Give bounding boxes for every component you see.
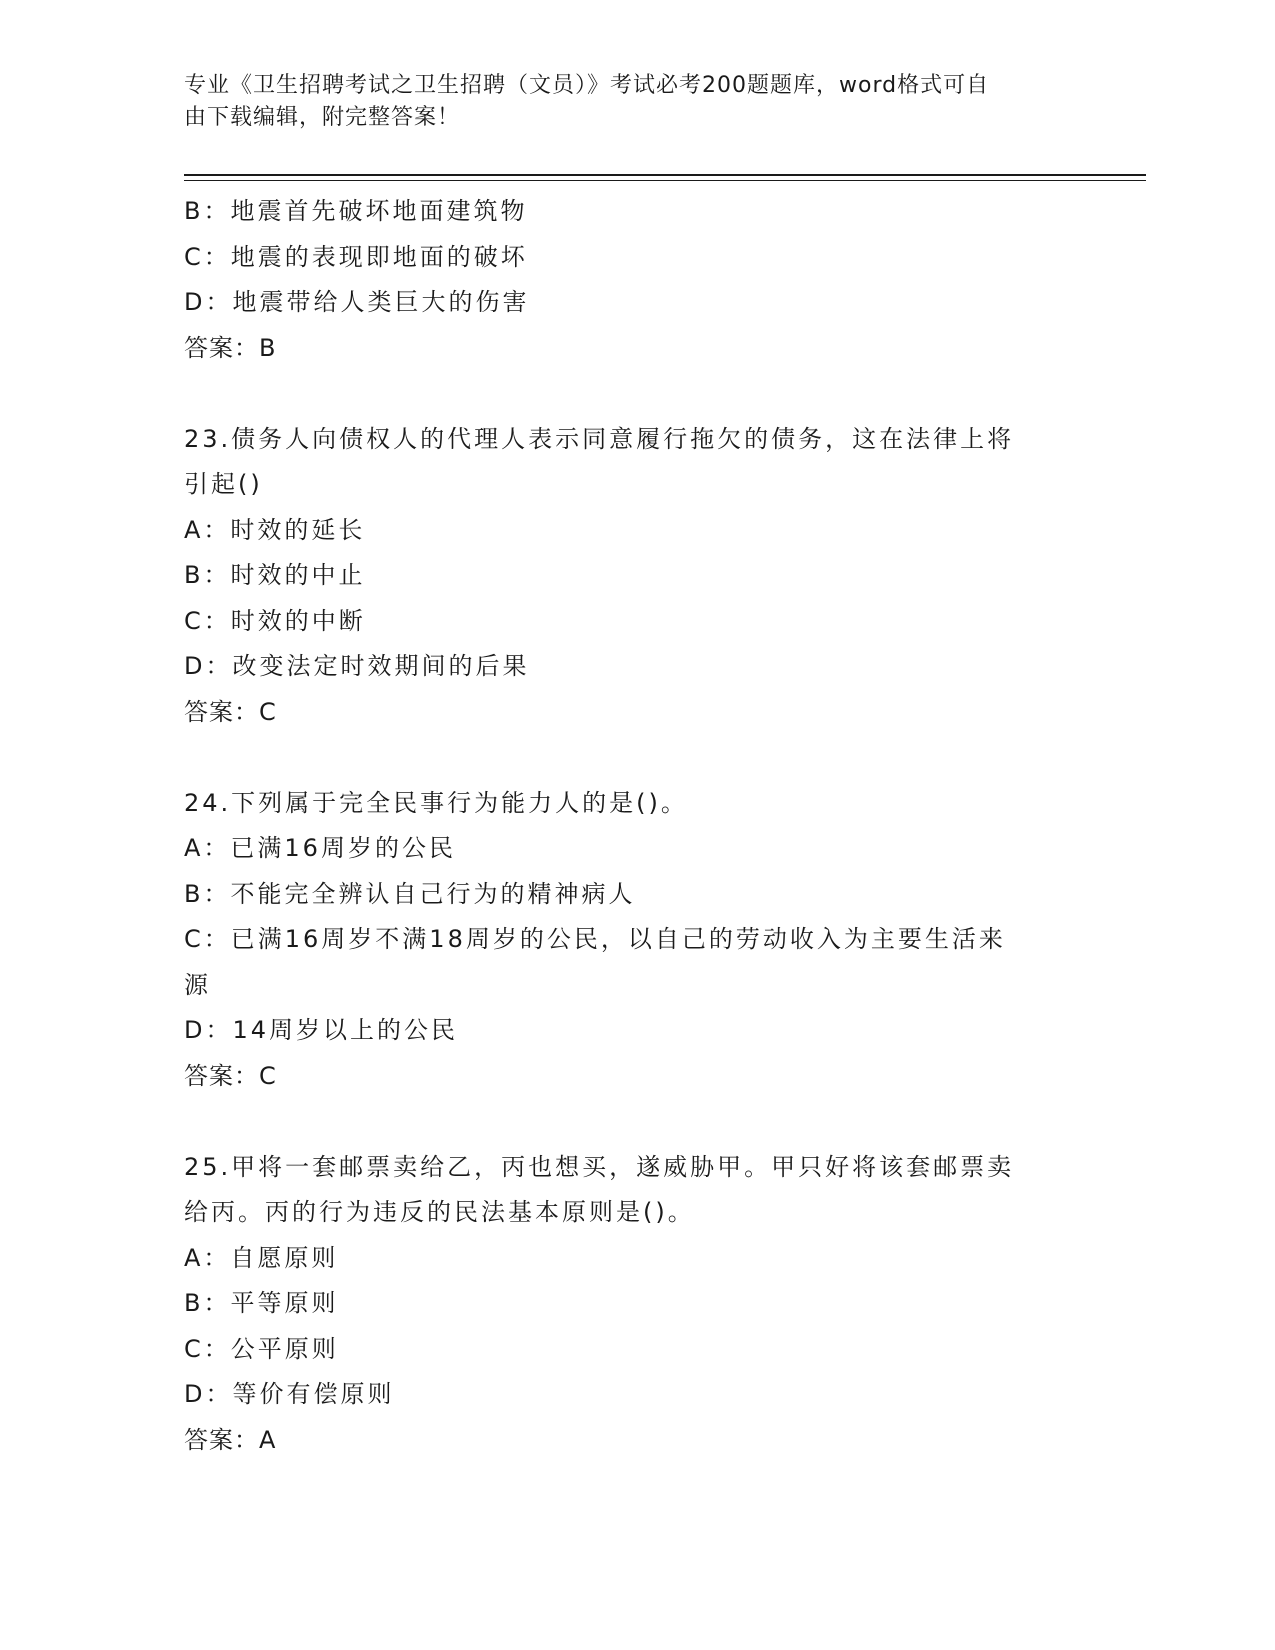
question-25-option-d: D：等价有偿原则 bbox=[184, 1380, 395, 1408]
question-25-option-c: C：公平原则 bbox=[184, 1334, 339, 1363]
header-divider-thin bbox=[184, 180, 1146, 181]
question-23-stem-line-2: 引起() bbox=[184, 470, 263, 498]
question-24-stem-line-1: 24.下列属于完全民事行为能力人的是()。 bbox=[184, 788, 688, 817]
question-gap bbox=[184, 735, 1064, 781]
question-23-answer: 答案：C bbox=[184, 697, 277, 726]
question-25 bbox=[184, 1145, 1064, 1464]
question-24 bbox=[184, 781, 1064, 1100]
question-24-option-c-line-1: C：已满16周岁不满18周岁的公民，以自己的劳动收入为主要生活来 bbox=[184, 925, 1006, 953]
question-25-stem-line-2: 给丙。丙的行为违反的民法基本原则是()。 bbox=[184, 1198, 695, 1226]
question-24-answer: 答案：C bbox=[184, 1061, 277, 1090]
question-24-option-d: D：14周岁以上的公民 bbox=[184, 1016, 459, 1044]
question-24-option-c-line-2: 源 bbox=[184, 970, 211, 999]
document-header bbox=[184, 70, 1064, 134]
question-23-option-d: D：改变法定时效期间的后果 bbox=[184, 652, 530, 680]
question-22-option-d: D：地震带给人类巨大的伤害 bbox=[184, 288, 530, 316]
question-25-option-b: B：平等原则 bbox=[184, 1289, 339, 1317]
question-gap bbox=[184, 371, 1064, 417]
question-23-stem-line-1: 23.债务人向债权人的代理人表示同意履行拖欠的债务，这在法律上将 bbox=[184, 424, 1015, 453]
header-line-2: 由下载编辑，附完整答案！ bbox=[184, 105, 461, 130]
question-25-answer: 答案：A bbox=[184, 1425, 277, 1454]
question-22-option-c: C：地震的表现即地面的破坏 bbox=[184, 242, 528, 271]
question-24-option-b: B：不能完全辨认自己行为的精神病人 bbox=[184, 879, 636, 908]
header-line-1: 专业《卫生招聘考试之卫生招聘（文员）》考试必考200题题库，word格式可自 bbox=[184, 73, 990, 98]
header-divider-thick bbox=[184, 174, 1146, 176]
question-23-option-a: A：时效的延长 bbox=[184, 515, 366, 544]
question-22-answer: 答案：B bbox=[184, 333, 277, 362]
question-22-option-b: B：地震首先破坏地面建筑物 bbox=[184, 197, 528, 225]
question-25-option-a: A：自愿原则 bbox=[184, 1243, 339, 1272]
question-23 bbox=[184, 417, 1064, 736]
question-gap bbox=[184, 1099, 1064, 1145]
question-22 bbox=[184, 189, 1064, 371]
question-24-option-a: A：已满16周岁的公民 bbox=[184, 834, 456, 862]
question-list bbox=[184, 189, 1064, 1463]
question-23-option-c: C：时效的中断 bbox=[184, 606, 366, 635]
question-25-stem-line-1: 25.甲将一套邮票卖给乙，丙也想买，遂威胁甲。甲只好将该套邮票卖 bbox=[184, 1152, 1015, 1181]
question-23-option-b: B：时效的中止 bbox=[184, 561, 366, 589]
